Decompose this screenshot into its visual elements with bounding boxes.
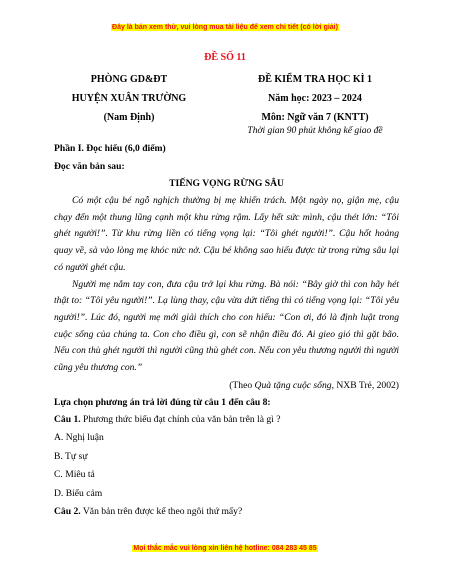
question-1-option-a: A. Nghị luận	[54, 432, 104, 444]
question-2	[54, 503, 399, 521]
question-1-option-c: C. Miêu tả	[54, 469, 95, 481]
exam-body	[54, 140, 399, 521]
question-2-label: Câu 2.	[54, 506, 81, 518]
question-1-text: Phương thức biểu đạt chính của văn bản trên là gì ?	[80, 414, 281, 426]
passage-paragraph-2: Người mẹ nắm tay con, đưa cậu trở lại khu rừng. Bà nói: “Bây giờ thì con hãy hét thật to: “Tôi yêu người!”. Lạ lùng thay, cậu vừa dứt tiếng thì có tiếng vọng lại: “Tôi yêu người!”. Lúc đó, người mẹ mới giải thích cho con hiểu: “Con ơi, đó là định luật trong cuộc sống của chúng ta. Con cho điều gì, con sẽ nhận điều đó. Ai gieo gió thì gặt bão. Nếu con thù ghét người thì người cũng thù ghét con. Nếu con yêu thương người thì người cũng yêu thương con.”	[54, 278, 399, 374]
question-2-text: Văn bản trên được kể theo ngôi thứ mấy?	[80, 506, 243, 518]
question-1-label: Câu 1.	[54, 414, 81, 426]
school-year: Năm học: 2023 – 2024	[268, 93, 362, 104]
hotline-banner	[0, 545, 450, 552]
hotline-banner-text: Mọi thắc mắc vui lòng xin liên hệ hotline: 084 283 45 85	[133, 545, 317, 552]
province-name: (Nam Định)	[103, 112, 155, 123]
passage-title: TIẾNG VỌNG RỪNG SÂU	[169, 178, 284, 189]
subject: Môn: Ngữ văn 7 (KNTT)	[261, 112, 369, 123]
department-name: PHÒNG GD&ĐT	[90, 74, 168, 85]
mc-instruction: Lựa chọn phương án trả lời đúng từ câu 1 đến câu 8:	[54, 396, 271, 408]
time-note: Thời gian 90 phút không kể giao đề	[247, 126, 383, 136]
preview-banner-text: Đây là bản xem thử, vui lòng mua tài liệu để xem chi tiết (có lời giải)	[112, 24, 338, 31]
question-1-option-d: D. Biểu cảm	[54, 487, 103, 499]
question-1-option-b: B. Tự sự	[54, 450, 88, 462]
question-1	[54, 411, 399, 429]
exam-title: ĐỀ KIỂM TRA HỌC KÌ 1	[258, 74, 372, 85]
source-book: Quà tặng cuộc sống	[254, 379, 332, 391]
header-left	[54, 70, 204, 127]
passage-paragraph-1: Có một cậu bé ngỗ nghịch thường bị mẹ khiển trách. Một ngày nọ, giận mẹ, cậu chạy đến một thung lũng cạnh một khu rừng rậm. Lấy hết sức mình, cậu thét lớn: “Tôi ghét người!”. Từ khu rừng liền có tiếng vọng lại: “Tôi ghét người!”. Cậu hốt hoảng quay về, sà vào lòng mẹ khóc nức nở. Cậu bé không sao hiểu được từ trong rừng sâu lại có người ghét cậu.	[54, 195, 399, 273]
preview-banner	[0, 24, 450, 31]
exam-number: ĐỀ SỐ 11	[204, 52, 246, 63]
part-heading: Phần I. Đọc hiểu (6,0 điểm)	[54, 143, 166, 154]
passage-source: (Theo Quà tặng cuộc sống, NXB Trẻ, 2002)	[229, 379, 399, 391]
read-instruction: Đọc văn bản sau:	[54, 160, 125, 172]
district-name: HUYỆN XUÂN TRƯỜNG	[71, 93, 187, 104]
header-right	[230, 70, 400, 127]
